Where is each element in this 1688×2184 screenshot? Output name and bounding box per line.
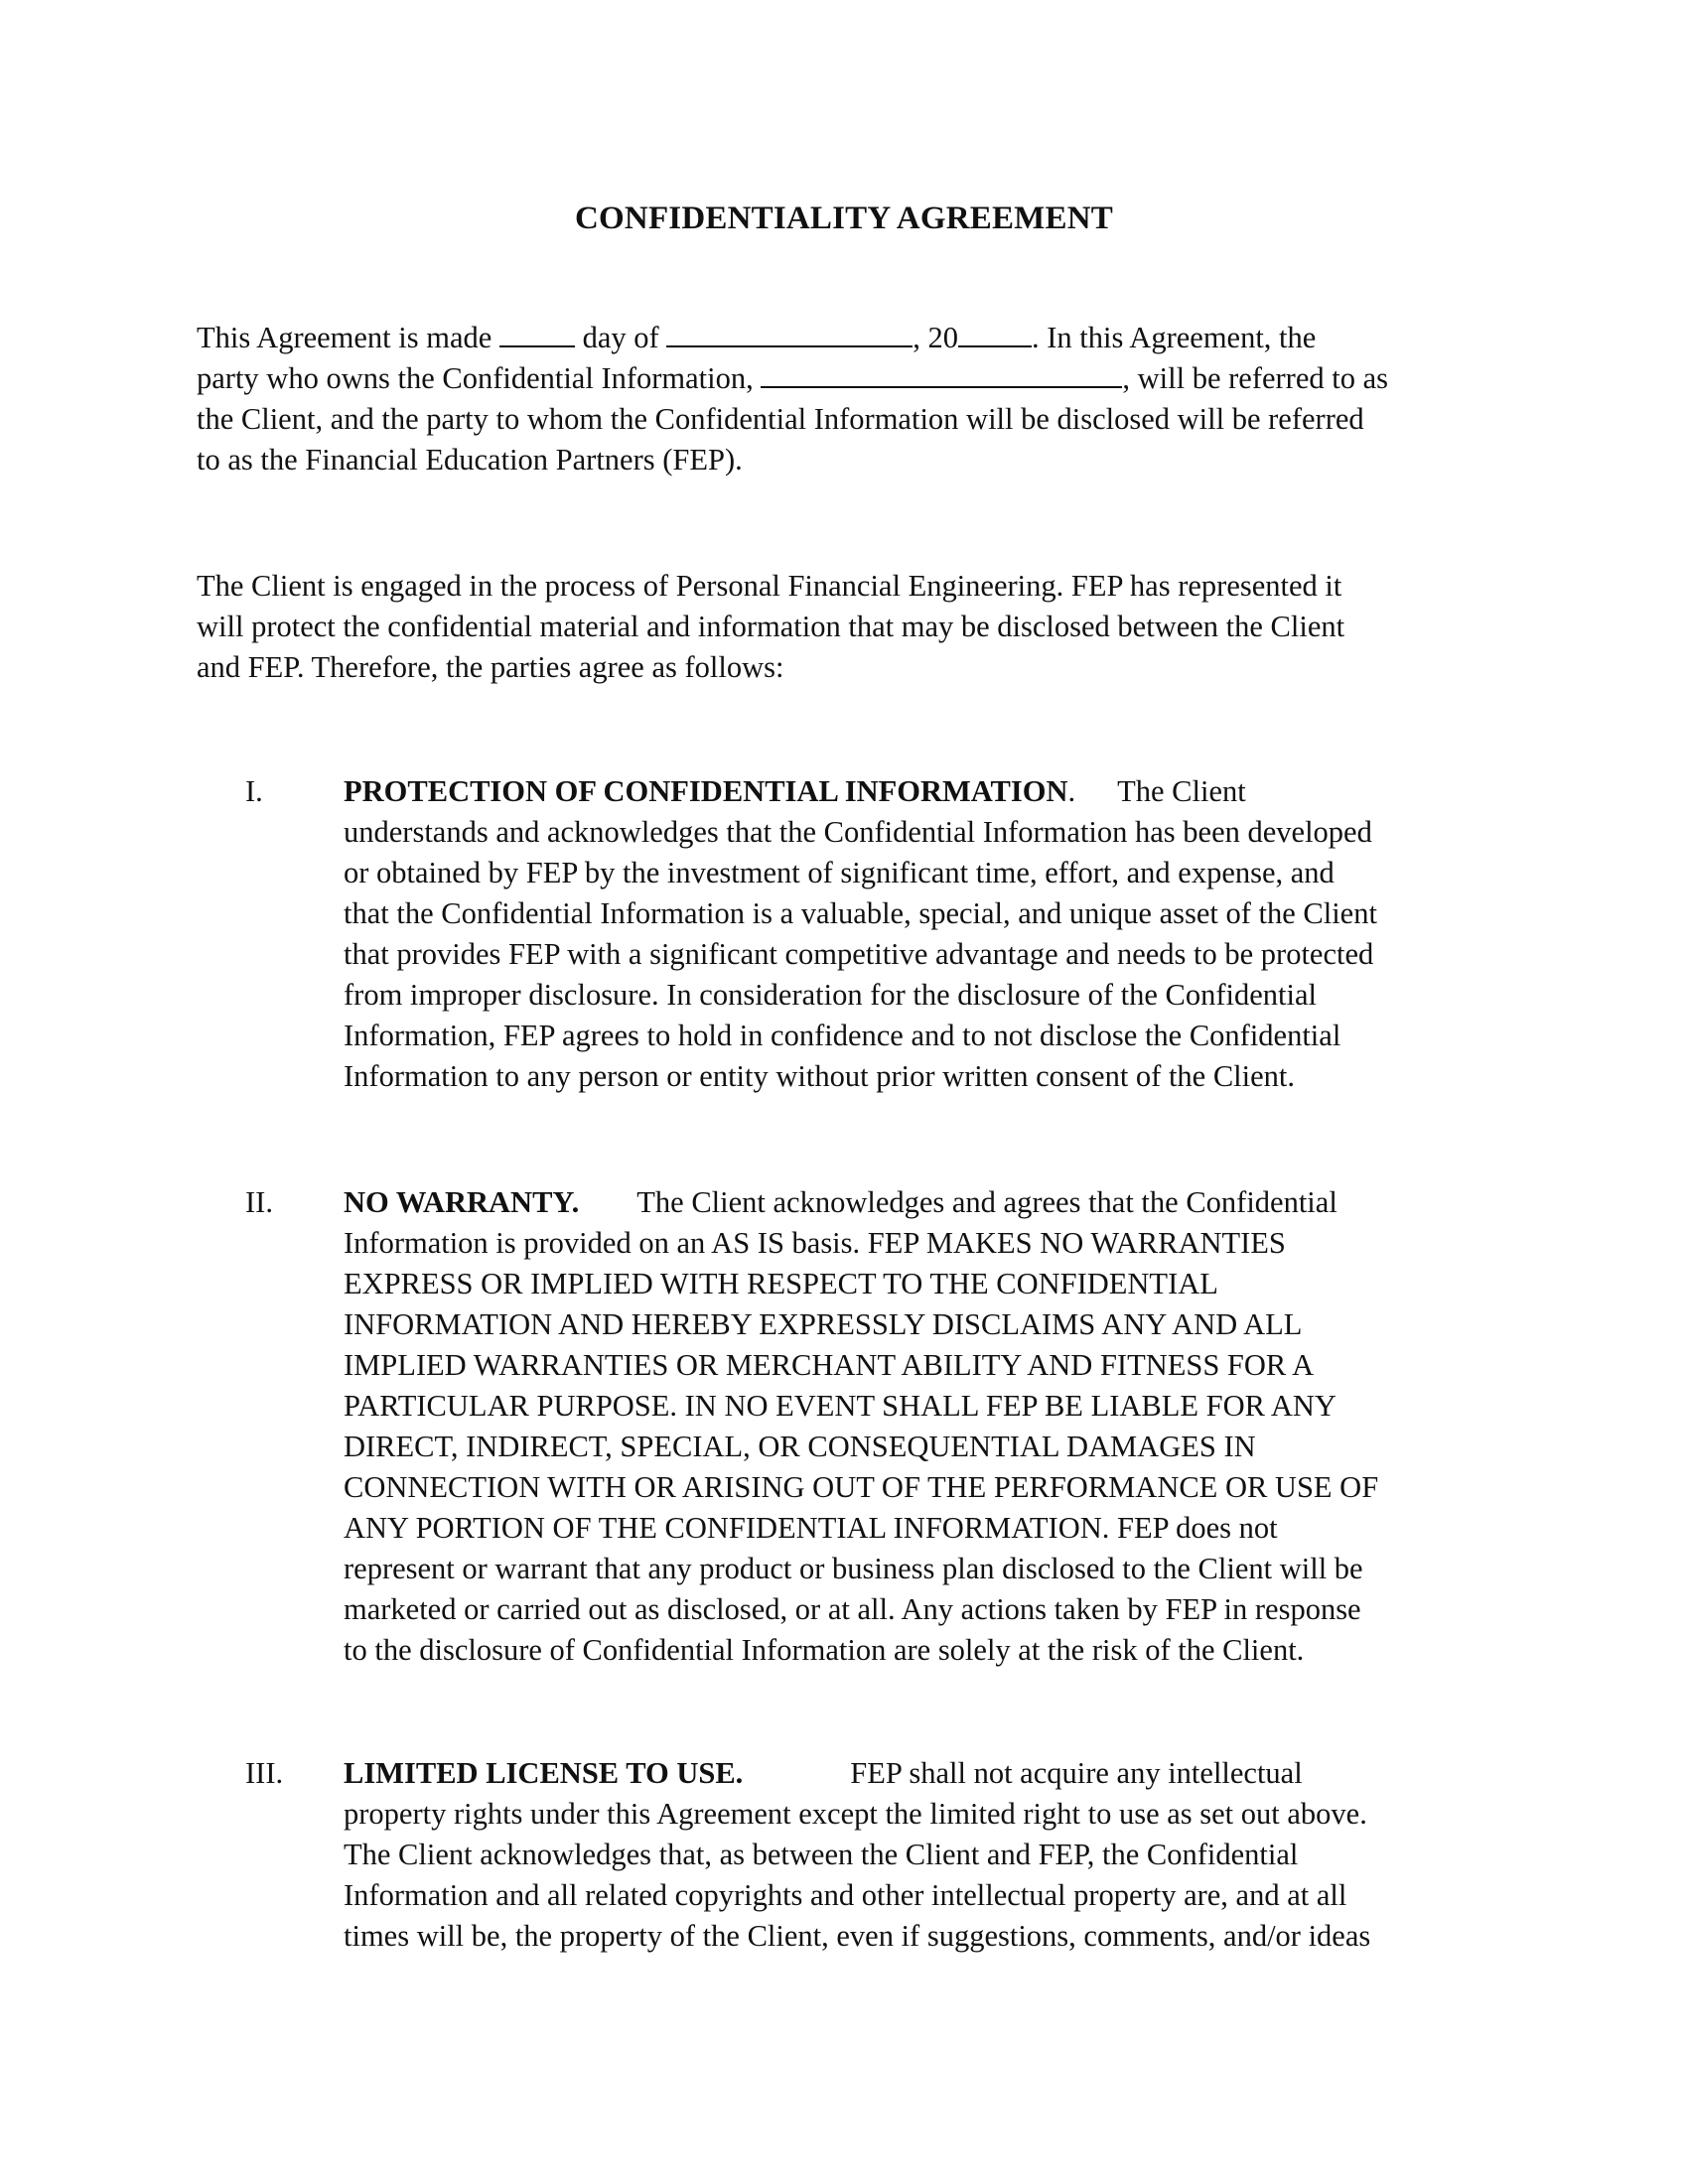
document-title: CONFIDENTIALITY AGREEMENT: [575, 201, 1113, 236]
recital-line: and FEP. Therefore, the parties agree as follows:: [197, 650, 784, 684]
section-line: or obtained by FEP by the investment of significant time, effort, and expense, and: [344, 856, 1335, 889]
section-body: [344, 1753, 1485, 1957]
section-line: ANY PORTION OF THE CONFIDENTIAL INFORMATION. FEP does not: [344, 1511, 1278, 1545]
heading-punctuation: .: [1067, 774, 1076, 808]
intro-line-3: the Client, and the party to whom the Confidential Information will be disclosed will be referred: [197, 402, 1364, 436]
section-heading: NO WARRANTY.: [344, 1185, 580, 1219]
intro-line-1: [197, 318, 1470, 358]
intro-text: day of: [582, 321, 659, 354]
section-line: IMPLIED WARRANTIES OR MERCHANT ABILITY AND FITNESS FOR A: [344, 1348, 1315, 1382]
section-line: from improper disclosure. In consideration for the disclosure of the Confidential: [344, 978, 1317, 1012]
intro-text: This Agreement is made: [197, 321, 492, 354]
client-name-blank-field[interactable]: [761, 360, 1122, 388]
month-blank-field[interactable]: [666, 320, 913, 347]
section-first-line: [344, 1753, 1485, 1794]
day-blank-field[interactable]: [499, 320, 575, 347]
section-line: DIRECT, INDIRECT, SPECIAL, OR CONSEQUENTIAL DAMAGES IN: [344, 1430, 1256, 1463]
section-line: Information and all related copyrights and other intellectual property are, and at all: [344, 1878, 1347, 1912]
section-line: that the Confidential Information is a valuable, special, and unique asset of the Client: [344, 896, 1377, 930]
section-text: The Client: [1117, 774, 1246, 808]
intro-paragraph: [197, 318, 1470, 480]
section-heading: PROTECTION OF CONFIDENTIAL INFORMATION: [344, 774, 1068, 808]
recital-paragraph: [197, 566, 1470, 688]
section-body: [344, 771, 1485, 1097]
year-blank-field[interactable]: [958, 320, 1032, 347]
section-numeral: II.: [245, 1185, 273, 1219]
section-numeral: I.: [245, 774, 263, 808]
section-line: understands and acknowledges that the Confidential Information has been developed: [344, 815, 1372, 849]
section-line: EXPRESS OR IMPLIED WITH RESPECT TO THE CONFIDENTIAL: [344, 1267, 1218, 1300]
section-text: FEP shall not acquire any intellectual: [850, 1756, 1303, 1790]
intro-text: , 20: [913, 321, 959, 354]
intro-line-4: to as the Financial Education Partners (FEP).: [197, 443, 743, 477]
section-heading: LIMITED LICENSE TO USE.: [344, 1756, 744, 1790]
recital-line: will protect the confidential material and information that may be disclosed between the Client: [197, 610, 1345, 643]
section-line: Information to any person or entity without prior written consent of the Client.: [344, 1059, 1296, 1093]
section-line: Information is provided on an AS IS basis. FEP MAKES NO WARRANTIES: [344, 1226, 1286, 1260]
section-line: property rights under this Agreement except the limited right to use as set out above.: [344, 1797, 1367, 1831]
section-line: times will be, the property of the Client, even if suggestions, comments, and/or ideas: [344, 1919, 1371, 1953]
intro-text: party who owns the Confidential Information,: [197, 361, 754, 395]
section-line: that provides FEP with a significant competitive advantage and needs to be protected: [344, 937, 1374, 971]
section-line: CONNECTION WITH OR ARISING OUT OF THE PERFORMANCE OR USE OF: [344, 1470, 1379, 1504]
intro-line-2: [197, 358, 1470, 399]
section-line: PARTICULAR PURPOSE. IN NO EVENT SHALL FEP BE LIABLE FOR ANY: [344, 1389, 1336, 1423]
intro-text: . In this Agreement, the: [1032, 321, 1317, 354]
section-line: represent or warrant that any product or business plan disclosed to the Client will be: [344, 1552, 1363, 1585]
section-line: to the disclosure of Confidential Information are solely at the risk of the Client.: [344, 1633, 1305, 1667]
section-first-line: [344, 1182, 1485, 1223]
section-line: marketed or carried out as disclosed, or at all. Any actions taken by FEP in response: [344, 1592, 1361, 1626]
section-first-line: [344, 771, 1485, 812]
section-line: INFORMATION AND HEREBY EXPRESSLY DISCLAIMS ANY AND ALL: [344, 1307, 1303, 1341]
recital-line: The Client is engaged in the process of Personal Financial Engineering. FEP has represented it: [197, 569, 1342, 603]
section-text: The Client acknowledges and agrees that the Confidential: [636, 1185, 1337, 1219]
section-body: [344, 1182, 1485, 1671]
intro-text: , will be referred to as: [1122, 361, 1388, 395]
section-line: Information, FEP agrees to hold in confidence and to not disclose the Confidential: [344, 1019, 1341, 1052]
section-line: The Client acknowledges that, as between the Client and FEP, the Confidential: [344, 1838, 1299, 1871]
section-numeral: III.: [245, 1756, 284, 1790]
